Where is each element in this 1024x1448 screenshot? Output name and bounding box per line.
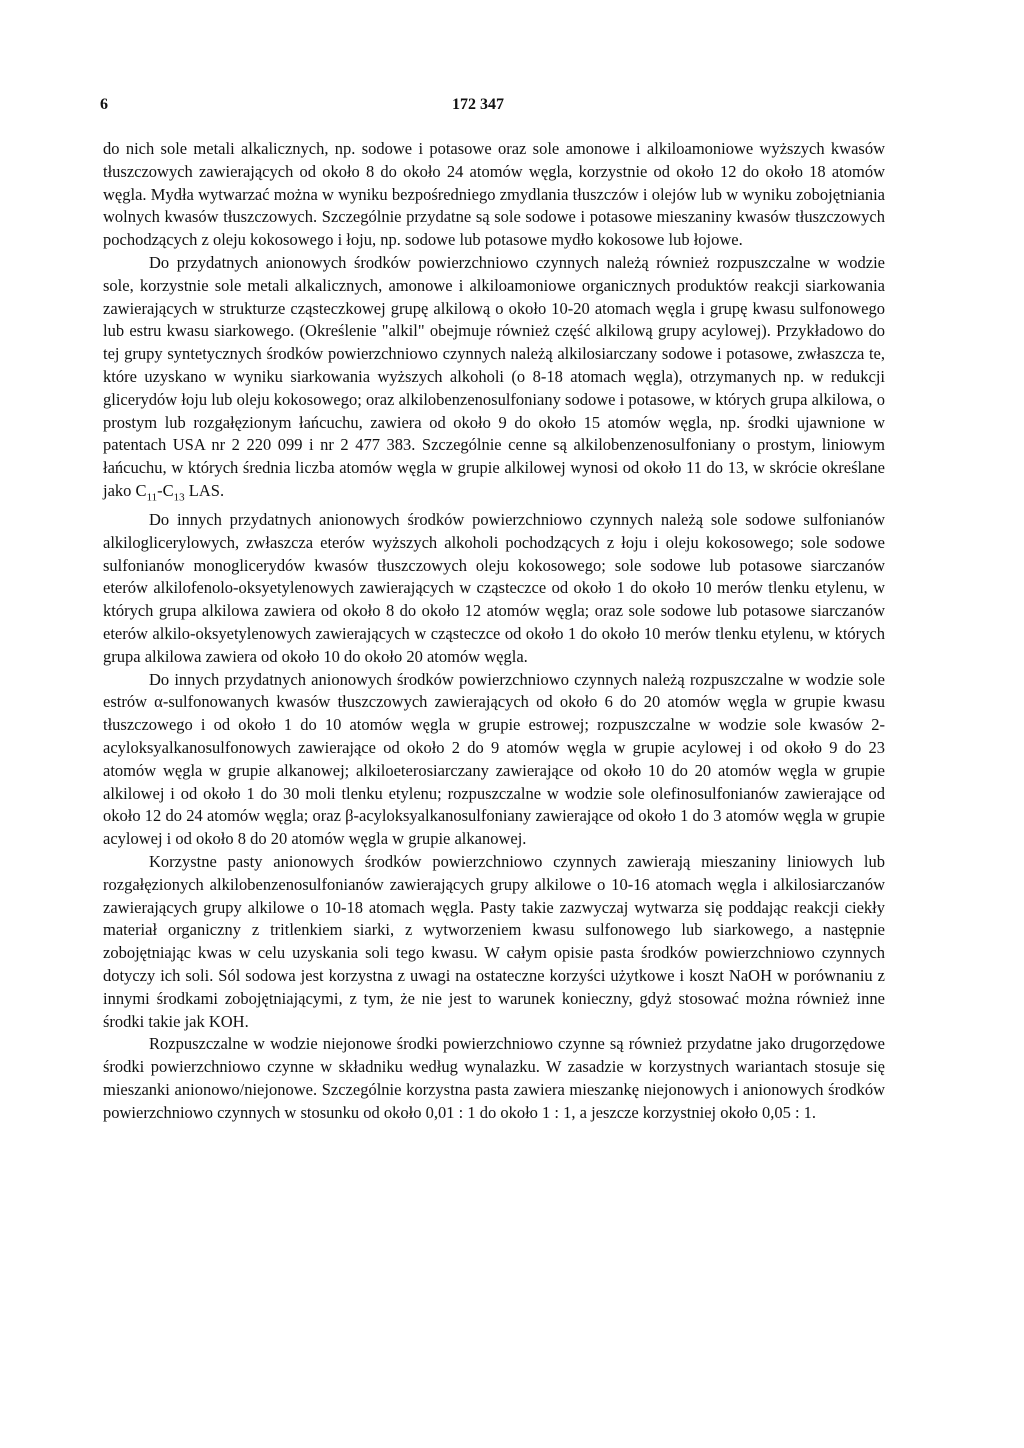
page-header xyxy=(100,96,890,118)
paragraph-6: Rozpuszczalne w wodzie niejonowe środki powierzchniowo czynne są również przydatne jako drugorzędowe środki powierzchniowo czynne w składniku według wynalazku. W zasadzie w korzystnych wariantach stosuje się mieszanki anionowo/niejonowe. Szczególnie korzystna pasta zawiera mieszankę niejonowych i anionowych środków powierzchniowo czynnych w stosunku od około 0,01 : 1 do około 1 : 1, a jeszcze korzystniej około 0,05 : 1. xyxy=(103,1034,885,1122)
paragraph-3: Do innych przydatnych anionowych środków powierzchniowo czynnych należą sole sodowe sulfonianów alkiloglicerylowych, zwłaszcza eterów wyższych alkoholi pochodzących z łoju i oleju kokosowego; sole sodowe sulfonianów monoglicerydów kwasów tłuszczowych oleju kokosowego; sole sodowe lub potasowe siarczanów eterów alkilofenolo-oksyetylenowych zawierających w cząsteczce od około 1 do około 10 merów tlenku etylenu, w których grupa alkilowa zawiera od około 8 do około 12 atomów węgla; oraz sole sodowe lub potasowe siarczanów eterów alkilo-oksyetylenowych zawierających w cząsteczce od około 1 do około 10 merów tlenku etylenu, w których grupa alkilowa zawiera od około 10 do około 20 atomów węgla. xyxy=(103,510,885,666)
body-text xyxy=(103,138,885,1125)
paragraph-2: Do przydatnych anionowych środków powierzchniowo czynnych należą również rozpuszczalne w wodzie sole, korzystnie sole metali alkalicznych, amonowe i alkiloamoniowe organicznych produktów reakcji siarkowania zawierających w strukturze cząsteczkowej grupę alkilową o około 10-20 atomach węgla i grupę kwasu sulfonowego lub estru kwasu siarkowego. (Określenie "alkil" obejmuje również część alkilową grupy acylowej). Przykładowo do tej grupy syntetycznych środków powierzchniowo czynnych należą alkilosiarczany sodowe i potasowe, zwłaszcza te, które uzyskano w wyniku siarkowania wyższych alkoholi (o 8-18 atomach węgla), otrzymanych np. w redukcji glicerydów łoju lub oleju kokosowego; oraz alkilobenzenosulfoniany sodowe i potasowe, w których grupa alkilowa, o prostym lub rozgałęzionym łańcuchu, zawiera od około 9 do około 15 atomów węgla, np. środki ujawnione w patentach USA nr 2 220 099 i nr 2 477 383. Szczególnie cenne są alkilobenzenosulfoniany o prostym, liniowym łańcuchu, w których średnia liczba atomów węgla w grupie alkilowej wynosi od około 11 do 13, w skrócie określane jako $C_{11}-C_{13}$ LAS. xyxy=(103,252,885,504)
page-number: 6 xyxy=(100,96,108,113)
paragraph-4: Do innych przydatnych anionowych środków powierzchniowo czynnych należą rozpuszczalne w wodzie sole estrów α-sulfonowanych kwasów tłuszczowych zawierających od około 6 do 20 atomów węgla w grupie kwasu tłuszczowego i od około 1 do 10 atomów węgla w grupie estrowej; rozpuszczalne w wodzie sole kwasów 2-acyloksyalkanosulfonowych zawierające od około 2 do 9 atomów węgla w grupie acylowej i od około 9 do 23 atomów węgla w grupie alkanowej; alkiloeterosiarczany zawierające od około 10 do 20 atomów węgla w grupie alkilowej i od około 1 do 30 moli tlenku etylenu; rozpuszczalne w wodzie sole olefinosulfonianów zawierające od około 12 do 24 atomów węgla; oraz β-acyloksyalkanosulfoniany zawierające od około 1 do 3 atomów węgla w grupie acylowej i od około 8 do 20 atomów węgla w grupie alkanowej. xyxy=(103,669,885,849)
paragraph-5: Korzystne pasty anionowych środków powierzchniowo czynnych zawierają mieszaniny liniowych lub rozgałęzionych alkilobenzenosulfonianów zawierających grupy alkilowe o 10-16 atomach węgla i alkilosiarczanów zawierających grupy alkilowe o 10-18 atomach węgla. Pasty takie zazwyczaj wytwarza się poddając reakcji ciekły materiał organiczny z tritlenkiem siarki, z wytworzeniem kwasu sulfonowego lub siarkowego, a następnie zobojętniając kwas w celu uzyskania soli tego kwasu. W całym opisie pasta środków powierzchniowo czynnych dotyczy ich soli. Sól sodowa jest korzystna z uwagi na ostateczne korzyści użytkowe i koszt NaOH w porównaniu z innymi środkami zobojętniającymi, z tym, że nie jest to warunek konieczny, gdyż stosować można również inne środki takie jak KOH. xyxy=(103,852,885,1031)
patent-number: 172 347 xyxy=(452,96,504,113)
paragraph-1: do nich sole metali alkalicznych, np. sodowe i potasowe oraz sole amonowe i alkiloamoniowe wyższych kwasów tłuszczowych zawierających od około 8 do około 24 atomów węgla, korzystnie od około 12 do około 18 atomów węgla. Mydła wytwarzać można w wyniku bezpośredniego zmydlania tłuszczów i olejów lub w wyniku zobojętniania wolnych kwasów tłuszczowych. Szczególnie przydatne są sole sodowe i potasowe mieszaniny kwasów tłuszczowych pochodzących z oleju kokosowego i łoju, np. sodowe lub potasowe mydło kokosowe lub łojowe. xyxy=(103,139,885,250)
